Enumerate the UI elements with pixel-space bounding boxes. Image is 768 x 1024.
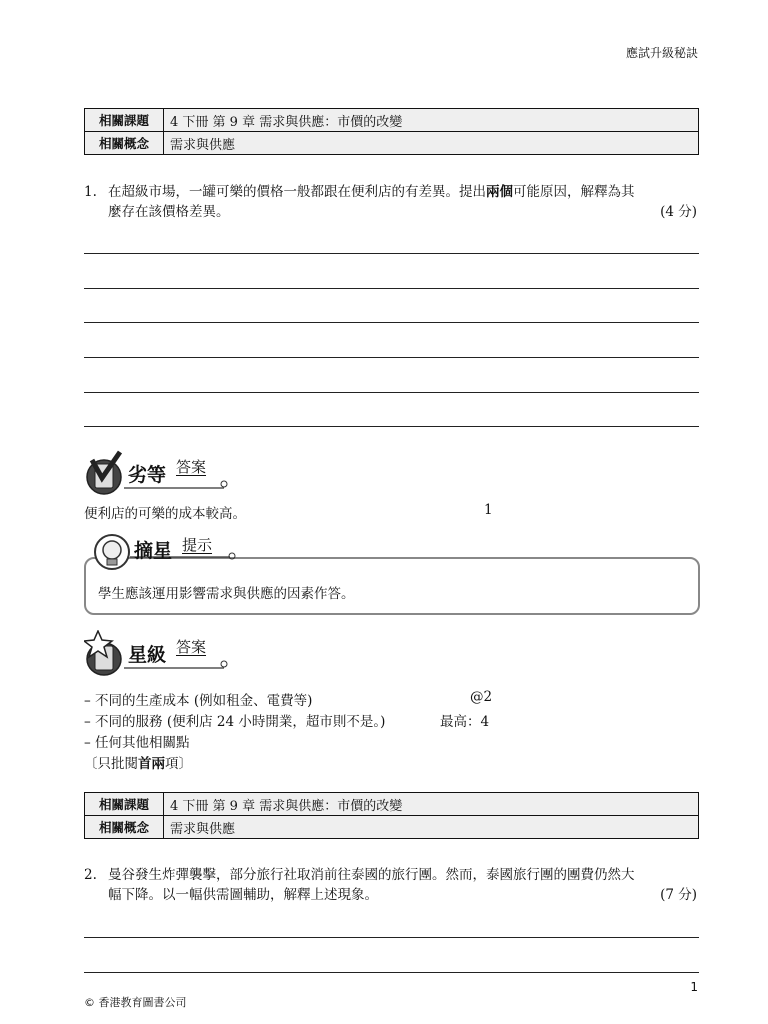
topic-table-1: [84, 108, 699, 155]
hint-title-small: 提示: [182, 536, 213, 554]
answer-line[interactable]: [84, 392, 699, 393]
star-item-2: – 不同的服務 (便利店 24 小時開業，超市則不是。): [84, 714, 386, 730]
question-marks: (4 分): [660, 204, 697, 220]
answer-line[interactable]: [84, 357, 699, 358]
topic-table-2: [84, 792, 699, 839]
copyright: © 香港教育圖書公司: [84, 996, 187, 1009]
topic-value: 4 下冊 第 9 章 需求與供應：市價的改變: [164, 793, 699, 816]
question-text-line2: 麼存在該價格差異。: [108, 204, 230, 220]
question-text-line2: 幅下降。以一幅供需圖輔助，解釋上述現象。: [108, 887, 378, 903]
question-text-pre: 在超級市場，一罐可樂的價格一般都跟在便利店的有差異。提出: [108, 184, 486, 200]
concept-label: 相關概念: [85, 132, 164, 155]
star-title-small: 答案: [176, 638, 207, 656]
answer-line[interactable]: [84, 253, 699, 254]
question-number: 2.: [84, 867, 97, 883]
topic-value: 4 下冊 第 9 章 需求與供應：市價的改變: [164, 109, 699, 132]
star-item-1: – 不同的生產成本 (例如租金、電費等): [84, 693, 313, 709]
hint-badge: [90, 532, 250, 576]
star-item-1-mark: @2: [470, 689, 493, 705]
question-number: 1.: [84, 184, 97, 200]
badge-title-small: 答案: [176, 458, 207, 476]
hint-text: 學生應該運用影響需求與供應的因素作答。: [98, 586, 355, 602]
marking-note: 〔只批閱首兩項〕: [84, 756, 192, 772]
question-2: [84, 865, 699, 905]
poor-answer-text: 便利店的可樂的成本較高。: [84, 506, 246, 522]
answer-line[interactable]: [84, 972, 699, 973]
answer-line[interactable]: [84, 322, 699, 323]
star-item-3: – 任何其他相關點: [84, 735, 190, 751]
poor-answer-score: 1: [484, 502, 493, 518]
answer-line[interactable]: [84, 288, 699, 289]
answer-line[interactable]: [84, 426, 699, 427]
answer-line[interactable]: [84, 937, 699, 938]
concept-value: 需求與供應: [164, 816, 699, 839]
question-text-post: 可能原因，解釋為其: [513, 184, 635, 200]
topic-label: 相關課題: [85, 109, 164, 132]
star-item-2-mark: 最高：4: [440, 714, 490, 730]
star-answer-badge: [84, 630, 244, 674]
question-text-line1: 曼谷發生炸彈襲擊，部分旅行社取消前往泰國的旅行團。然而，泰國旅行團的團費仍然大: [108, 867, 635, 883]
page-number: 1: [690, 980, 698, 994]
question-text-bold: 兩個: [486, 184, 513, 200]
hint-title-big: 摘星: [134, 540, 173, 562]
header-title: 應試升級秘訣: [625, 46, 698, 60]
star-title-big: 星級: [128, 644, 167, 666]
question-marks: (7 分): [660, 887, 697, 903]
concept-value: 需求與供應: [164, 132, 699, 155]
poor-answer-badge: [84, 450, 244, 494]
concept-label: 相關概念: [85, 816, 164, 839]
question-1: [84, 182, 699, 222]
topic-label: 相關課題: [85, 793, 164, 816]
marking-note-bold: 首兩: [138, 756, 165, 772]
badge-title-big: 劣等: [128, 464, 167, 486]
